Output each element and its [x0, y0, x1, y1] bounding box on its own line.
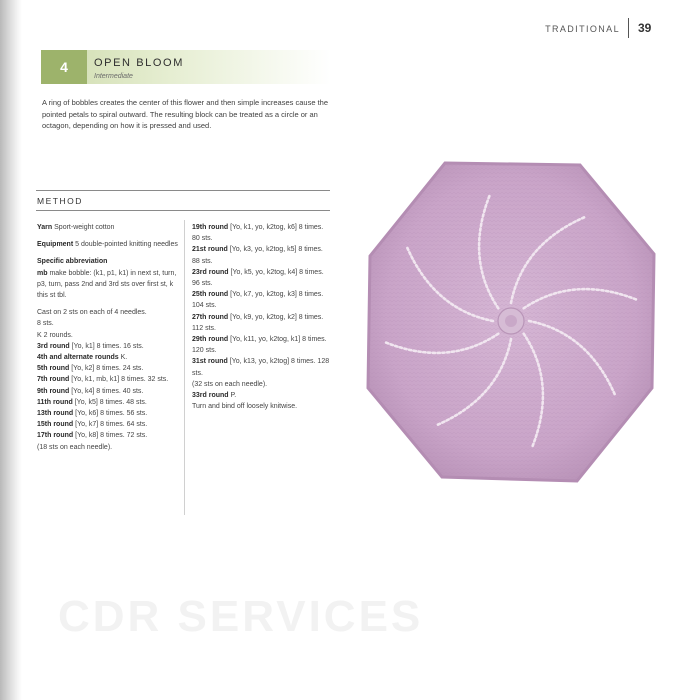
- equipment-line: [37, 239, 179, 250]
- round-instruction: [Yo, k9, yo, k2tog, k2] 8 times. 112 sts.: [192, 313, 324, 332]
- round-instruction: [Yo, k2] 8 times. 24 sts.: [71, 365, 144, 373]
- round-label: 15th round: [37, 421, 74, 429]
- round-label: 25th round: [192, 291, 229, 299]
- round-instruction: K.: [120, 354, 128, 362]
- instruction-step: [192, 356, 332, 378]
- round-label: 21st round: [192, 246, 228, 254]
- round-instruction: [Yo, k1] 8 times. 16 sts.: [71, 342, 144, 350]
- abbreviation-line: [37, 268, 179, 302]
- instruction-step: [37, 397, 179, 408]
- round-instruction: [Yo, k7, yo, k2tog, k3] 8 times. 104 sts.: [192, 291, 324, 310]
- pattern-title: OPEN BLOOM: [94, 57, 184, 69]
- yarn-line: [37, 222, 179, 233]
- round-instruction: [Yo, k7] 8 times. 64 sts.: [75, 421, 148, 429]
- instruction-step: [192, 312, 332, 334]
- round-label: 13th round: [37, 410, 74, 418]
- round-label: 7th round: [37, 376, 70, 384]
- equipment-text: 5 double-pointed knitting needles: [75, 241, 178, 249]
- instruction-step: [37, 408, 179, 419]
- left-needle-note: (18 sts on each needle).: [37, 443, 113, 451]
- running-head: TRADITIONAL: [545, 24, 620, 34]
- cast-on-line: Cast on 2 sts on each of 4 needles.: [37, 309, 147, 317]
- round-label: 23rd round: [192, 268, 229, 276]
- instruction-step: [37, 352, 179, 363]
- instruction-step: [192, 267, 332, 289]
- method-top-rule: [36, 190, 330, 191]
- book-gutter: [0, 0, 22, 700]
- method-heading: METHOD: [37, 196, 83, 206]
- instruction-step: [37, 374, 179, 385]
- round-instruction: [Yo, k5, yo, k2tog, k4] 8 times. 96 sts.: [192, 268, 324, 288]
- round-instruction: [Yo, k3, yo, k2tog, k5] 8 times. 88 sts.: [192, 246, 323, 265]
- right-steps-list: [192, 222, 332, 379]
- right-needle-note: (32 sts on each needle).: [192, 380, 268, 388]
- abbreviation-text: make bobble: (k1, p1, k1) in next st, turn, p3, turn, pass 2nd and 3rd sts over first st, k this st tbl.: [37, 269, 177, 300]
- column-divider: [184, 220, 185, 515]
- round-label: 11th round: [37, 398, 73, 406]
- round-instruction: [Yo, k8] 8 times. 72 sts.: [75, 432, 148, 440]
- round-label: 19th round: [192, 224, 229, 231]
- instruction-step: [192, 289, 332, 311]
- instruction-step: [192, 244, 332, 266]
- intro-paragraph: A ring of bobbles creates the center of this flower and then simple increases cause the pointed petals to spiral outward. The resulting block can be treated as a circle or an octagon, depending on how it is pressed and used.: [42, 98, 328, 130]
- method-column-left: [37, 222, 179, 453]
- difficulty-level: Intermediate: [94, 73, 133, 80]
- abbreviation-term: mb: [37, 269, 48, 277]
- knitted-block-photo: [348, 144, 672, 496]
- instruction-step: [37, 419, 179, 430]
- instruction-step: [192, 334, 332, 356]
- round-instruction: [Yo, k1, mb, k1] 8 times. 32 sts.: [71, 376, 169, 384]
- watermark-text: CDR SERVICES: [58, 592, 424, 641]
- page-number: 39: [638, 21, 652, 35]
- round-instruction: [Yo, k11, yo, k2tog, k1] 8 times. 120 sts.: [192, 336, 327, 355]
- round-33-line: [192, 390, 332, 401]
- round-label: 3rd round: [37, 342, 70, 350]
- round-label: 17th round: [37, 432, 74, 440]
- yarn-text: Sport-weight cotton: [54, 224, 115, 231]
- pattern-number-badge: 4: [41, 50, 87, 84]
- method-column-right: [192, 222, 332, 412]
- round-33-text: P.: [230, 392, 237, 400]
- instruction-step: [37, 363, 179, 374]
- instruction-step: [192, 222, 332, 244]
- round-label: 4th and alternate rounds: [37, 354, 119, 362]
- yarn-label: Yarn: [37, 224, 53, 231]
- round-instruction: [Yo, k4] 8 times. 40 sts.: [71, 387, 144, 395]
- round-instruction: [Yo, k13, yo, k2tog] 8 times. 128 sts.: [192, 358, 330, 377]
- knit-rounds-line: K 2 rounds.: [37, 331, 73, 339]
- round-label: 27th round: [192, 313, 229, 321]
- instruction-step: [37, 386, 179, 397]
- round-label: 9th round: [37, 387, 70, 395]
- instruction-step: [37, 430, 179, 441]
- method-bottom-rule: [36, 210, 330, 211]
- round-instruction: [Yo, k5] 8 times. 48 sts.: [74, 398, 147, 406]
- finish-line: Turn and bind off loosely knitwise.: [192, 403, 298, 411]
- header-divider: [628, 18, 629, 38]
- instruction-step: [37, 341, 179, 352]
- abbreviation-heading: Specific abbreviation: [37, 258, 108, 266]
- round-instruction: [Yo, k1, yo, k2tog, k6] 8 times. 80 sts.: [192, 224, 324, 243]
- round-33-label: 33rd round: [192, 392, 229, 400]
- round-instruction: [Yo, k6] 8 times. 56 sts.: [75, 410, 148, 418]
- round-label: 5th round: [37, 365, 70, 373]
- round-label: 29th round: [192, 336, 229, 344]
- round-label: 31st round: [192, 358, 228, 366]
- equipment-label: Equipment: [37, 241, 74, 249]
- left-steps-list: [37, 341, 179, 442]
- stitch-count-line: 8 sts.: [37, 320, 54, 328]
